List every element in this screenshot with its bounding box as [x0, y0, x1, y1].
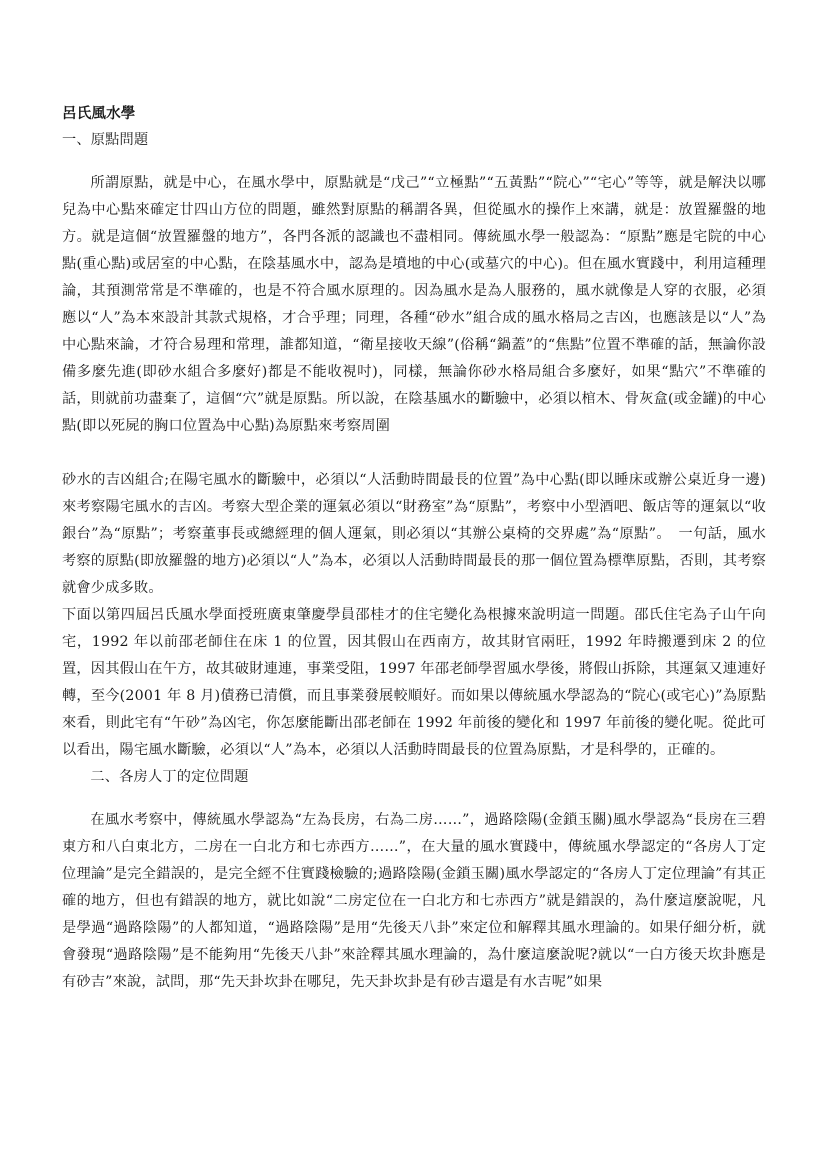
document-page — [62, 100, 766, 996]
paragraph: 砂水的吉凶組合;在陽宅風水的斷驗中，必須以“人活動時間最長的位置”為中心點(即以睡床或辦公桌近身一邊)來考察陽宅風水的吉凶。考察大型企業的運氣必須以“財務室”為“原點”，考察中小型酒吧、飯店等的運氣以“收銀台”為“原點”；考察董事長或總經理的個人運氣，則必須以“其辦公桌椅的交界處”為“原點”。 一句話，風水考察的原點(即放羅盤的地方)必須以“人”為本，必須以人活動時間最長的那一個位置為標準原點，否則，其考察就會少成多敗。 — [62, 472, 766, 596]
section-heading-family-positions: 二、各房人丁的定位問題 — [90, 769, 249, 785]
document-title: 呂氏風水學 — [62, 105, 136, 122]
section-heading-origin: 一、原點問題 — [62, 132, 149, 148]
paragraph: 在風水考察中，傳統風水學認為“左為長房，右為二房……”，過路陰陽(金鎖玉關)風水學認為“長房在三碧東方和八白東北方，二房在一白北方和七赤西方……”，在大量的風水實踐中，傳統風水學認定的“各房人丁定位理論”是完全錯誤的，是完全經不住實踐檢驗的;過路陰陽(金鎖玉關)風水學認定的“各房人丁定位理論”有其正確的地方，但也有錯誤的地方，就比如說“二房定位在一白北方和七赤西方”就是錯誤的，為什麼這麼說呢，凡是學過“過路陰陽”的人都知道，“過路陰陽”是用“先後天八卦”來定位和解釋其風水理論的。如果仔細分析，就會發現“過路陰陽”是不能夠用“先後天八卦”來詮釋其風水理論的，為什麼這麼說呢?就以“一白方後天坎卦應是有砂吉”來說，試問，那“先天卦坎卦在哪兒，先天卦坎卦是有砂吉還是有水吉呢”如果 — [62, 812, 766, 990]
paragraph: 所謂原點，就是中心，在風水學中，原點就是“戊己”“立極點”“五黃點”“院心”“宅心”等等，就是解決以哪兒為中心點來確定廿四山方位的問題，雖然對原點的稱謂各異，但從風水的操作上來講，就是：放置羅盤的地方。就是這個“放置羅盤的地方”，各門各派的認識也不盡相同。傳統風水學一般認為：“原點”應是宅院的中心點(重心點)或居室的中心點，在陰基風水中，認為是墳地的中心(或墓穴的中心)。但在風水實踐中，利用這種理論，其預測常常是不準確的，也是不符合風水原理的。因為風水是為人服務的，風水就像是人穿的衣服，必須應以“人”為本來設計其款式規格，才合乎理；同理，各種“砂水”組合成的風水格局之吉凶，也應該是以“人”為中心點來論，才符合易理和常理，誰都知道，“衛星接收天線”(俗稱“鍋蓋”的“焦點”位置不準確的話，無論你設備多麼先進(即砂水組合多麼好)都是不能收視吋)，同樣，無論你砂水格局組合多麼好，如果“點穴”不準確的話，則就前功盡棄了，這個“穴”就是原點。所以說，在陰基風水的斷驗中，必須以棺木、骨灰盒(或金罐)的中心點(即以死屍的胸口位置為中心點)為原點來考察周圍 — [62, 175, 766, 434]
paragraph: 下面以第四屆呂氏風水學面授班廣東肇慶學員邵桂才的住宅變化為根據來說明這一問題。邵氏住宅為子山午向宅，1992 年以前邵老師住在床 1 的位置，因其假山在西南方，故其財官兩旺，1992 年時搬遷到床 2 的位置，因其假山在午方，故其破財連連，事業受阻，1997 年邵老師學習風水學後，將假山拆除，其運氣又連連好轉，至今(2001 年 8 月)債務已清償，而且事業發展較順好。而如果以傳統風水學認為的“院心(或宅心)”為原點來看，則此宅有“午砂”為凶宅，你怎麼能斷出邵老師在 1992 年前後的變化和 1997 年前後的變化呢。從此可以看出，陽宅風水斷驗，必須以“人”為本，必須以人活動時間最長的位置為原點，才是科學的，正確的。 — [62, 607, 766, 758]
